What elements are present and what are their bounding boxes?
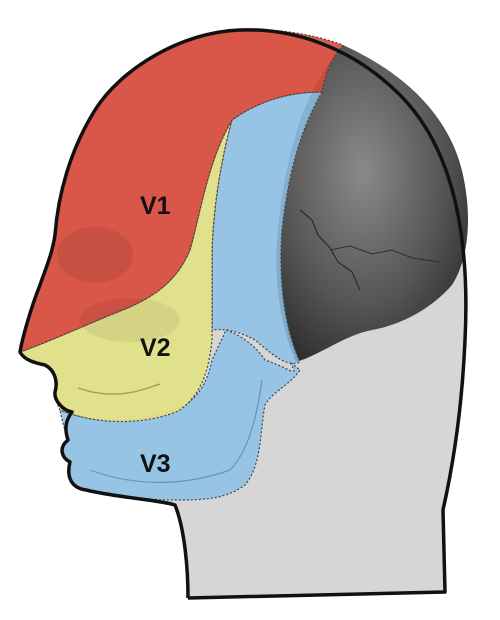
label-v3: V3 <box>140 450 171 478</box>
label-v2: V2 <box>140 334 171 362</box>
label-v1: V1 <box>140 192 171 220</box>
